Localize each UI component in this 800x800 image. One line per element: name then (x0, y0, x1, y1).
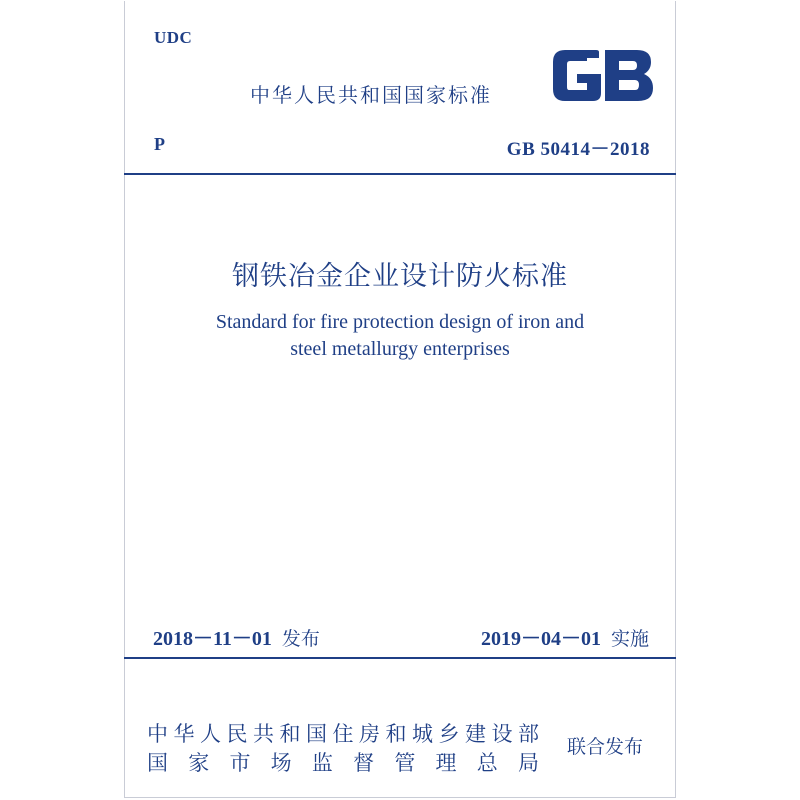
title-english (0, 309, 800, 363)
implement-date-block (481, 622, 649, 651)
top-divider (124, 173, 676, 175)
issue-date: 2018－11－01 (153, 628, 272, 650)
publisher-char: 国 (147, 751, 168, 775)
publisher-char: 场 (270, 751, 292, 775)
national-standard-label: 中华人民共和国国家标准 (250, 83, 492, 107)
publisher-char: 家 (188, 751, 210, 775)
classification-letter: P (154, 134, 165, 154)
standard-number: GB 50414－2018 (506, 139, 650, 160)
publisher-char: 建 (465, 722, 486, 746)
publisher-char: 市 (229, 751, 251, 775)
title-english-line-2: steel metallurgy enterprises (290, 338, 510, 360)
implement-label: 实施 (610, 628, 649, 650)
publisher-char: 中 (147, 722, 168, 746)
issue-date-block (153, 622, 320, 651)
publisher-char: 督 (353, 751, 375, 775)
publisher-char: 乡 (438, 722, 460, 746)
gb-logo (549, 48, 655, 103)
publisher-char: 管 (394, 751, 416, 775)
publisher-char: 和 (279, 722, 301, 746)
publisher-administration (147, 747, 539, 777)
publisher-char: 共 (253, 722, 274, 746)
publisher-ministry (147, 718, 539, 748)
publisher-char: 总 (476, 751, 498, 775)
publisher-char: 设 (491, 722, 513, 746)
bottom-divider (124, 657, 676, 659)
publisher-char: 华 (173, 722, 195, 746)
publisher-char: 监 (311, 751, 333, 775)
joint-publication-label: 联合发布 (567, 736, 644, 758)
book-cover (124, 1, 676, 798)
publisher-char: 城 (412, 722, 433, 746)
title-chinese: 钢铁冶金企业设计防火标准 (232, 261, 568, 292)
publisher-char: 人 (200, 722, 221, 746)
publisher-char: 和 (385, 722, 407, 746)
issue-label: 发布 (281, 628, 320, 650)
implement-date: 2019－04－01 (480, 628, 601, 650)
udc-label: UDC (154, 28, 193, 47)
publisher-char: 理 (435, 751, 457, 775)
title-english-line-1: Standard for fire protection design of iron and (215, 311, 585, 333)
gb-logo-text: GB (549, 48, 551, 49)
publisher-char: 国 (306, 722, 327, 746)
publisher-char: 民 (226, 722, 248, 746)
publisher-char: 部 (518, 722, 539, 746)
publisher-char: 局 (517, 751, 539, 775)
publisher-char: 住 (332, 722, 354, 746)
publisher-char: 房 (359, 722, 380, 746)
